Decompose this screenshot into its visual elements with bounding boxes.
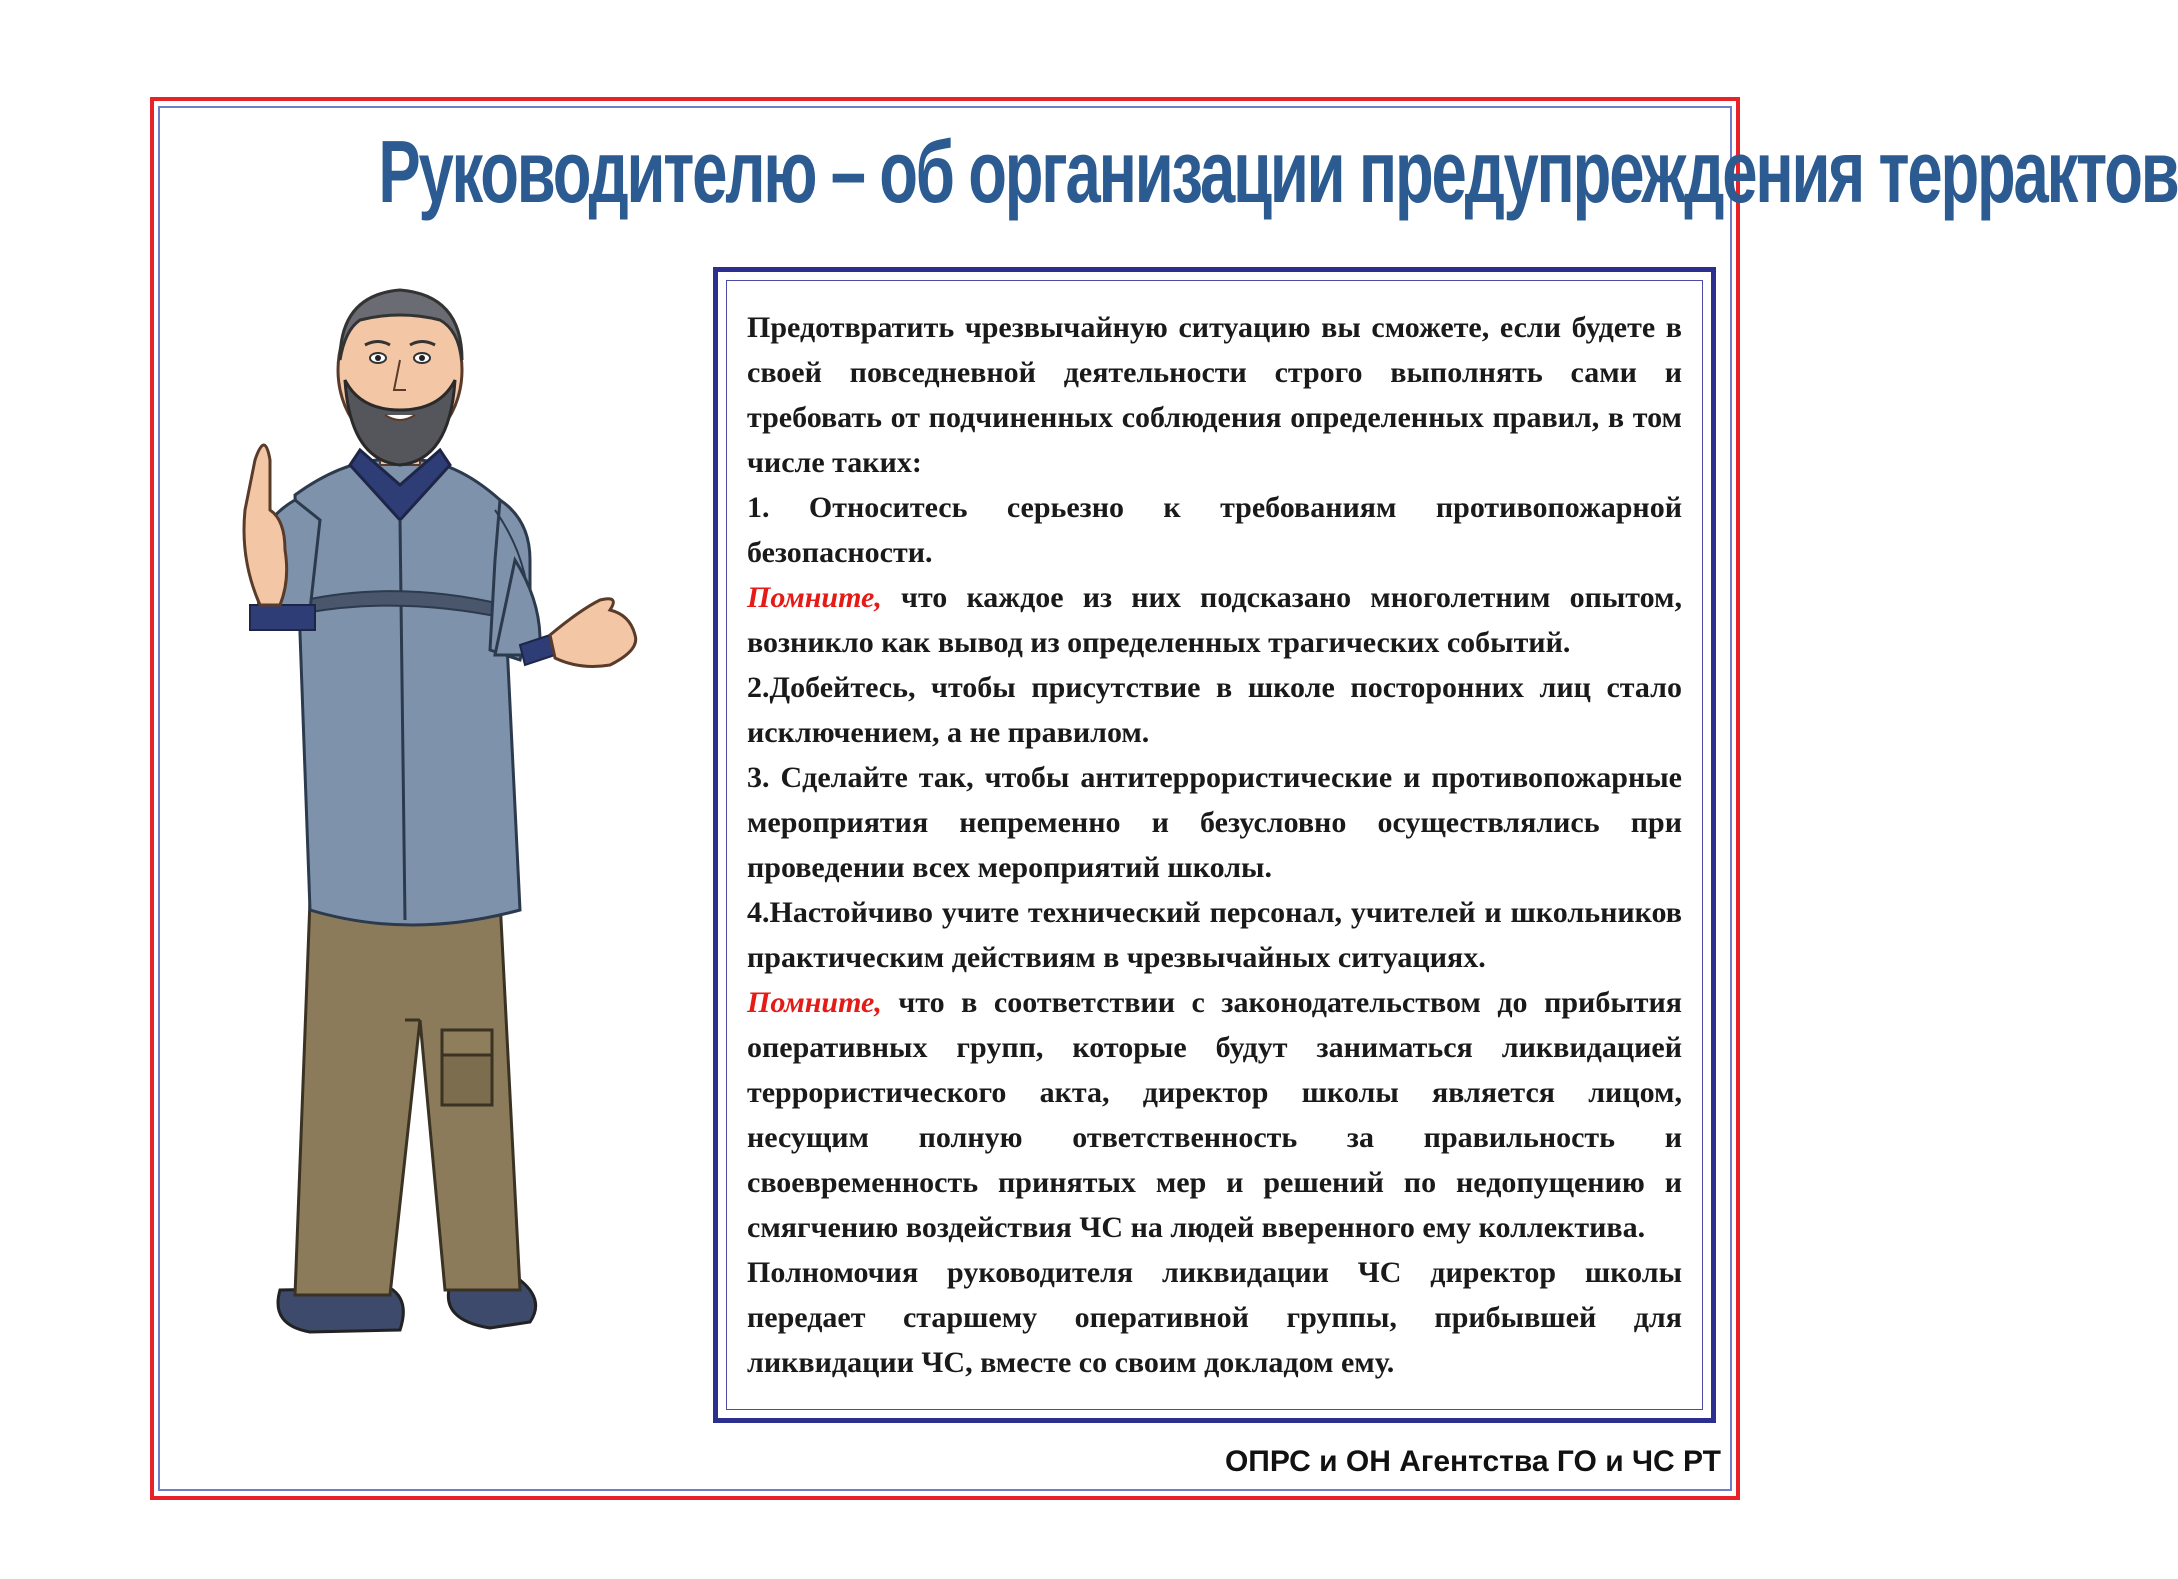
item-4: 4.Настойчиво учите технический персонал, учителей и школьников практическим действиям в чрезвычайных ситуациях. — [747, 896, 1682, 974]
remember-text-1: что каждое из них подсказано многолетним опытом, возникло как вывод из определенных трагических событий. — [747, 581, 1682, 659]
man-illustration — [200, 260, 700, 1410]
final-paragraph: Полномочия руководителя ликвидации ЧС директор школы передает старшему оперативной группы, прибывшей для ликвидации ЧС, вместе со своим докладом ему. — [747, 1256, 1682, 1379]
remember-paragraph-2 — [747, 980, 1682, 1250]
item-3: 3. Сделайте так, чтобы антитеррористические и противопожарные мероприятия непременно и безусловно осуществлялись при проведении всех мероприятий школы. — [747, 761, 1682, 884]
intro-paragraph: Предотвратить чрезвычайную ситуацию вы сможете, если будете в своей повседневной деятельности строго выполнять сами и требовать от подчиненных соблюдения определенных правил, в том числе таких: — [747, 311, 1682, 479]
remember-label-2: Помните, — [747, 986, 882, 1019]
remember-paragraph-1 — [747, 575, 1682, 665]
text-panel-inner — [726, 280, 1703, 1410]
footer-credit: ОПРС и ОН Агентства ГО и ЧС РТ — [1224, 1445, 1721, 1478]
item-1: 1. Относитесь серьезно к требованиям противопожарной безопасности. — [747, 491, 1682, 569]
poster-title: Руководителю – об организации предупреждения террактов — [378, 122, 2178, 221]
text-panel — [713, 267, 1716, 1423]
remember-text-2: что в соответствии с законодательством до прибытия оперативных групп, которые будут заниматься ликвидацией террористического акта, директор школы является лицом, несущим полную ответственность за правильность и своевременность принятых мер и решений по недопущению и смягчению воздействия ЧС на людей вверенного ему коллектива. — [747, 986, 1682, 1244]
remember-label-1: Помните, — [747, 581, 882, 614]
item-2: 2.Добейтесь, чтобы присутствие в школе посторонних лиц стало исключением, а не правилом. — [747, 671, 1682, 749]
